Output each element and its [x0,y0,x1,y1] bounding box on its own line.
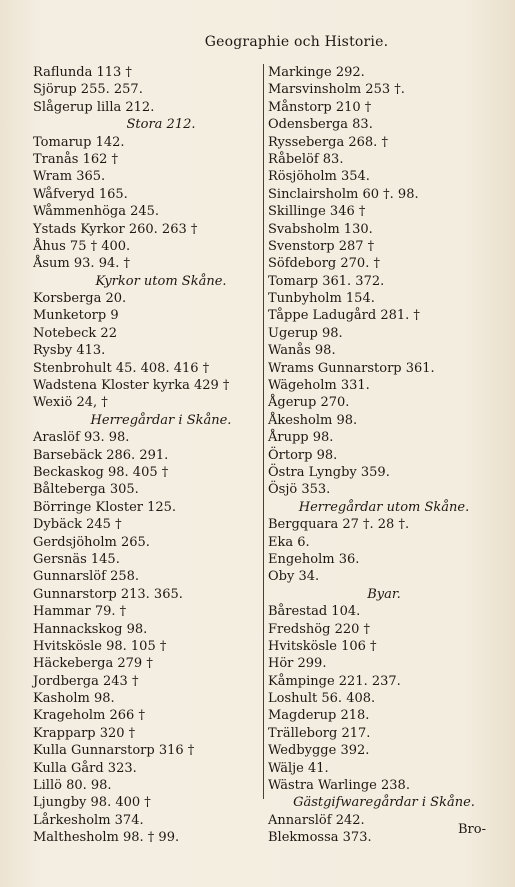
index-entry: Råbelöf 83. [268,151,344,167]
index-entry: Wägeholm 331. [268,378,370,394]
index-entry: Tomarp 361. 372. [268,273,385,289]
index-entry: Tomarup 142. [33,134,125,150]
section-heading: Byar. [367,586,401,602]
index-entry: Svabsholm 130. [268,221,373,237]
index-entry: Wedbygge 392. [268,743,370,759]
index-entry: Dybäck 245 † [33,517,122,533]
index-entry: Hör 299. [268,656,327,672]
index-entry: Eka 6. [268,534,310,550]
index-entry: Rösjöholm 354. [268,169,370,185]
index-entry: Kasholm 98. [33,691,115,707]
index-entry: Åhus 75 † 400. [33,238,131,254]
index-entry: Raflunda 113 † [33,65,132,80]
index-entry: Annarslöf 242. [268,812,365,828]
index-entry: Hammar 79. † [33,604,127,620]
index-entry: Rysseberga 268. † [268,134,388,150]
running-header [0,34,515,50]
index-entry: Hannackskog 98. [33,621,148,637]
index-entry: Jordberga 243 † [33,673,139,689]
index-entry: Årupp 98. [268,430,334,446]
index-entry: Kåmpinge 221. 237. [268,673,401,689]
index-entry: Magderup 218. [268,708,370,724]
index-entry: Slågerup lilla 212. [33,99,155,115]
index-entry: Bålteberga 305. [33,482,139,498]
index-entry: Månstorp 210 † [268,99,372,115]
index-entry: Tranås 162 † [33,151,119,167]
index-entry: Skillinge 346 † [268,204,366,220]
index-entry: Krapparp 320 † [33,725,136,741]
index-entry: Örtorp 98. [268,447,338,463]
index-entry: Notebeck 22 [33,325,117,341]
index-entry: Rysby 413. [33,343,106,359]
running-header-text: Geographie och Historie. [204,34,389,50]
index-entry: Kulla Gård 323. [33,760,137,776]
index-entry: Wrams Gunnarstorp 361. [268,360,435,376]
index-entry: Wexiö 24, † [33,395,108,411]
index-entry: Östra Lyngby 359. [268,464,390,480]
section-heading: Herregårdar i Skåne. [90,412,232,428]
index-entry: Kulla Gunnarstorp 316 † [33,743,195,759]
index-entry: Ösjö 353. [268,482,331,498]
index-entry: Börringe Kloster 125. [33,499,177,515]
index-entry: Gersnäs 145. [33,551,120,567]
index-entry: Sinclairsholm 60 †. 98. [268,186,419,202]
index-entry: Lillö 80. 98. [33,778,112,794]
index-column-right [268,64,490,847]
index-entry: Engeholm 36. [268,551,360,567]
index-column-left [33,64,261,847]
index-entry: Trälleborg 217. [268,725,371,741]
index-entry: Munketorp 9 [33,308,119,324]
index-entry: Wåmmenhöga 245. [33,204,160,220]
index-entry: Tunbyholm 154. [268,291,375,307]
section-heading: Stora 212. [126,117,196,133]
index-entry: Korsberga 20. [33,291,127,307]
index-entry: Markinge 292. [268,65,365,80]
column-divider [263,64,264,799]
index-entry: Häckeberga 279 † [33,656,153,672]
index-entry: Bårestad 104. [268,604,361,620]
index-entry: Loshult 56. 408. [268,691,376,707]
index-entry: Söfdeborg 270. † [268,256,380,272]
index-entry: Krageholm 266 † [33,708,145,724]
index-entry: Araslöf 93. 98. [33,430,130,446]
index-entry: Wadstena Kloster kyrka 429 † [33,378,230,394]
index-entry: Wanås 98. [268,343,336,359]
index-entry: Odensberga 83. [268,117,373,133]
index-entry: Beckaskog 98. 405 † [33,464,169,480]
index-entry: Ugerup 98. [268,325,343,341]
index-entry: Gerdsjöholm 265. [33,534,150,550]
index-entry: Hvitskösle 106 † [268,638,377,654]
index-entry: Wåfveryd 165. [33,186,128,202]
index-entry: Ljungby 98. 400 † [33,795,151,811]
section-heading: Kyrkor utom Skåne. [95,273,227,289]
catchword: Bro- [458,822,486,837]
index-entry: Svenstorp 287 † [268,238,375,254]
index-entry: Ågerup 270. [268,395,350,411]
section-heading: Gästgifwaregårdar i Skåne. [293,795,475,811]
index-entry: Sjörup 255. 257. [33,82,143,98]
index-entry: Åsum 93. 94. † [33,256,131,272]
index-entry: Gunnarstorp 213. 365. [33,586,183,602]
index-entry: Gunnarslöf 258. [33,569,140,585]
section-heading: Herregårdar utom Skåne. [298,499,470,515]
index-entry: Tåppe Ladugård 281. † [268,308,420,324]
index-entry: Bergquara 27 †. 28 †. [268,517,410,533]
index-entry: Blekmossa 373. [268,830,372,846]
index-entry: Malthesholm 98. † 99. [33,830,180,846]
index-entry: Wram 365. [33,169,106,185]
index-entry: Hvitskösle 98. 105 † [33,638,167,654]
index-entry: Ystads Kyrkor 260. 263 † [33,221,198,237]
index-entry: Stenbrohult 45. 408. 416 † [33,360,210,376]
index-entry: Wälje 41. [268,760,329,776]
index-entry: Fredshög 220 † [268,621,371,637]
index-entry: Marsvinsholm 253 †. [268,82,405,98]
index-entry: Oby 34. [268,569,320,585]
index-entry: Lårkesholm 374. [33,812,144,828]
index-entry: Barsebäck 286. 291. [33,447,169,463]
index-entry: Wästra Warlinge 238. [268,778,410,794]
index-entry: Åkesholm 98. [268,412,358,428]
